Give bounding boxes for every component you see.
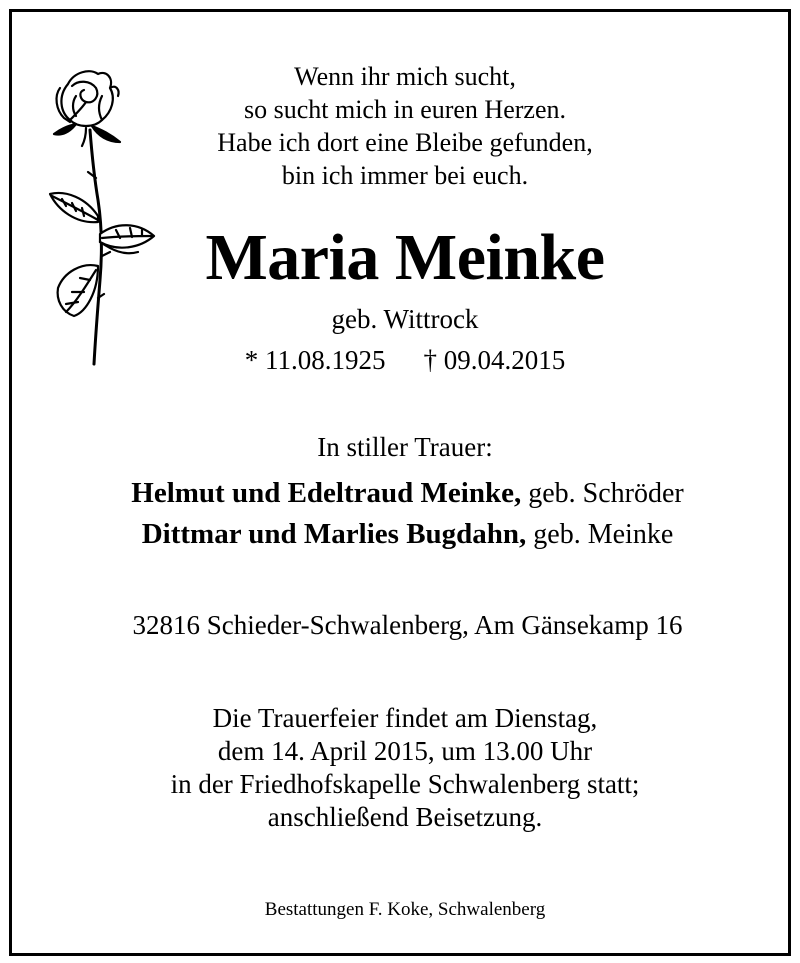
birth-date: * 11.08.1925 xyxy=(244,345,386,375)
life-dates xyxy=(150,343,660,377)
deceased-name: Maria Meinke xyxy=(205,221,605,294)
service-line: dem 14. April 2015, um 13.00 Uhr xyxy=(217,736,593,766)
poem-line: bin ich immer bei euch. xyxy=(281,161,529,190)
mourner-nee: geb. Schröder xyxy=(528,478,684,509)
maiden-name: geb. Wittrock xyxy=(331,304,479,334)
service-line: anschließend Beisetzung. xyxy=(267,802,543,832)
poem-line: Wenn ihr mich sucht, xyxy=(294,62,516,91)
mourner-nee: geb. Meinke xyxy=(533,519,674,550)
death-date: † 09.04.2015 xyxy=(423,345,566,375)
mourner-names: Helmut und Edeltraud Meinke, xyxy=(131,477,522,509)
mourner-family xyxy=(20,516,795,553)
service-line: Die Trauerfeier findet am Dienstag, xyxy=(212,703,598,733)
poem-line: Habe ich dort eine Bleibe gefunden, xyxy=(217,128,593,157)
mourning-intro: In stiller Trauer: xyxy=(317,432,493,462)
poem-line: so sucht mich in euren Herzen. xyxy=(243,95,566,124)
mourner-names: Dittmar und Marlies Bugdahn, xyxy=(141,518,527,550)
address: 32816 Schieder-Schwalenberg, Am Gänsekamp 16 xyxy=(132,610,683,640)
funeral-home: Bestattungen F. Koke, Schwalenberg xyxy=(264,899,546,920)
service-line: in der Friedhofskapelle Schwalenberg statt; xyxy=(170,769,640,799)
poem xyxy=(150,60,660,192)
service-info xyxy=(60,702,750,834)
mourner-family xyxy=(20,475,795,512)
